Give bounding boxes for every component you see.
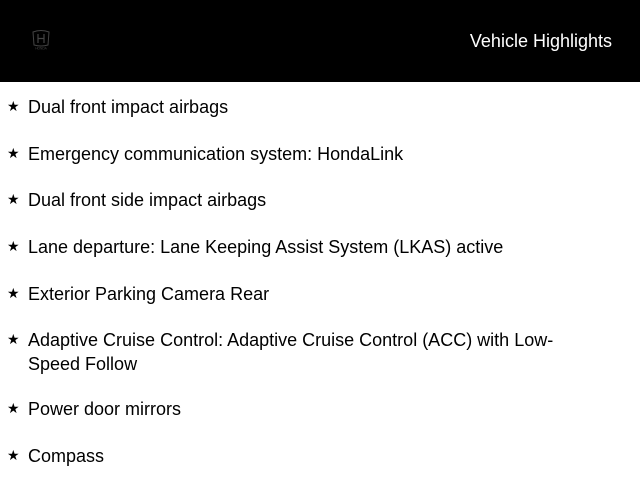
highlight-text: Adaptive Cruise Control: Adaptive Cruise Control (ACC) with Low-Speed Follow	[28, 330, 554, 374]
star-icon: ★	[7, 238, 20, 254]
highlight-text: Dual front impact airbags	[28, 97, 229, 117]
highlight-text: Exterior Parking Camera Rear	[28, 284, 270, 304]
logo-wordmark: HONDA	[35, 46, 47, 50]
star-icon: ★	[7, 400, 20, 416]
honda-logo-icon	[27, 28, 55, 50]
star-icon: ★	[7, 145, 20, 161]
star-icon: ★	[7, 98, 20, 114]
header-banner	[0, 0, 640, 82]
page-title: Vehicle Highlights	[469, 31, 612, 51]
highlight-text: Emergency communication system: HondaLink	[28, 144, 404, 164]
star-icon: ★	[7, 331, 20, 347]
highlight-text: Compass	[28, 446, 105, 466]
star-icon: ★	[7, 285, 20, 301]
highlight-text: Dual front side impact airbags	[28, 190, 267, 210]
highlight-text: Lane departure: Lane Keeping Assist System (LKAS) active	[28, 237, 504, 257]
star-icon: ★	[7, 191, 20, 207]
highlight-text: Power door mirrors	[28, 399, 182, 419]
star-icon: ★	[7, 447, 20, 463]
